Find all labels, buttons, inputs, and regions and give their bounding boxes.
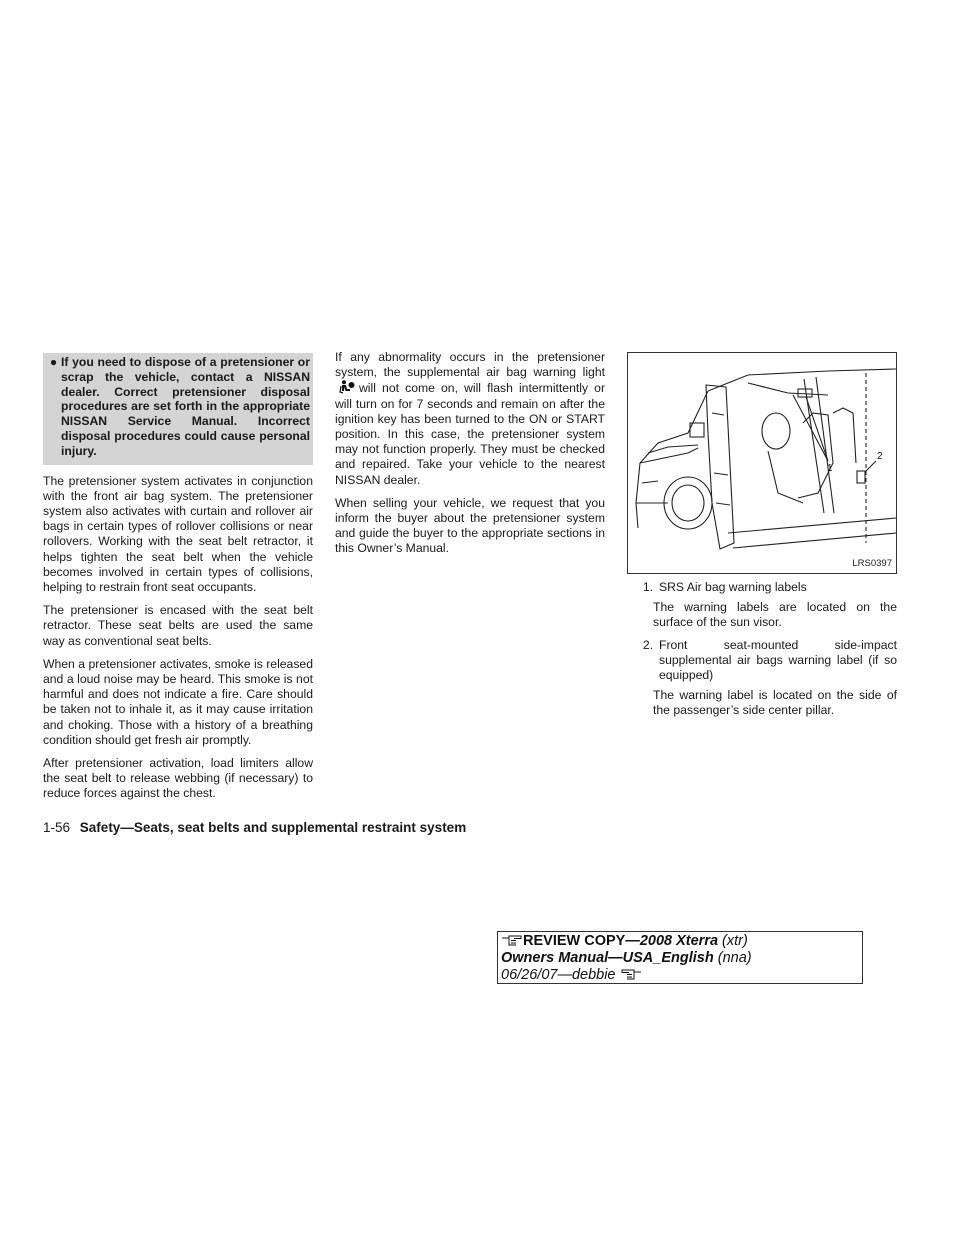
legend-label: Front seat-mounted side-impact supplemental air bags warning label (if so equipped) [659,637,897,683]
page-number: 1-56 [43,820,71,835]
airbag-warning-light-icon [339,380,355,394]
review-line-2 [501,950,859,967]
bullet: ● [49,355,58,369]
paragraph: When selling your vehicle, we request that you inform the buyer about the pretensioner system and guide the buyer to the appropriate sections in this Owner’s Manual. [335,495,605,556]
paragraph: The pretensioner system activates in conjunction with the front air bag system. The pretensioner system also activates with curtain and rollover air bags in certain types of rollover collisions or near rollovers. Working with the seat belt retractor, it helps tighten the seat belt when the vehicle becomes involved in certain types of collisions, helping to restrain front seat occupants. [43,473,313,594]
callout-2: 2 [877,451,883,462]
warning-text: If you need to dispose of a pretensioner or scrap the vehicle, contact a NISSAN dealer. Correct pretensioner disposal procedures are set forth in the appropriate NISSAN Service Manual. Incorrect disposal procedures could cause personal injury. [61,355,310,458]
vehicle-illustration [627,352,897,574]
review-label: REVIEW COPY— [523,933,640,949]
legend-description: The warning label is located on the side of the passenger’s side center pillar. [653,688,897,718]
pointing-hand-right-icon [501,934,523,946]
figure-legend [627,580,897,719]
review-code: (nna) [713,950,752,966]
legend-number: 1. [642,580,653,594]
vehicle-drawing [628,353,896,573]
legend-number: 2. [642,637,653,652]
legend-item [627,580,897,595]
legend-item [627,638,897,684]
left-column [43,353,313,810]
paragraph: When a pretensioner activates, smoke is released and a loud noise may be heard. This smoke is not harmful and does not indicate a fire. Care should be taken not to inhale it, as it may cause irritation and choking. Those with a history of a breathing condition should get fresh air promptly. [43,656,313,747]
legend-label: SRS Air bag warning labels [659,580,807,594]
paragraph-text: will not come on, will flash intermittently or will turn on for 7 seconds and remain on after the ignition key has been turned to the ON or START position. In this case, the pretensioner system may not function properly. They must be checked and repaired. Take your vehicle to the nearest NISSAN dealer. [335,381,605,487]
right-column [627,352,897,726]
review-line-1 [501,933,859,950]
legend-description: The warning labels are located on the surface of the sun visor. [653,600,897,630]
review-manual: Owners Manual—USA_English [501,950,714,966]
figure-code: LRS0397 [852,557,892,569]
paragraph [335,350,605,488]
paragraph-text: If any abnormality occurs in the pretensioner system, the supplemental air bag warning light [335,350,605,380]
warning-box [43,353,313,465]
review-line-3 [501,967,859,984]
paragraph: After pretensioner activation, load limiters allow the seat belt to release webbing (if necessary) to reduce forces against the chest. [43,756,313,801]
review-code: (xtr) [718,933,748,949]
middle-column [335,350,605,565]
page-footer [43,820,466,835]
pointing-hand-left-icon [620,968,642,980]
callout-1: 1 [827,463,833,474]
paragraph: The pretensioner is encased with the seat belt retractor. These seat belts are used the same way as conventional seat belts. [43,603,313,648]
review-model: 2008 Xterra [639,933,719,949]
section-title: Safety—Seats, seat belts and supplemental restraint system [79,820,467,835]
review-copy-box [497,931,863,984]
review-date: 06/26/07—debbie [501,967,616,983]
warning-item [46,355,310,459]
